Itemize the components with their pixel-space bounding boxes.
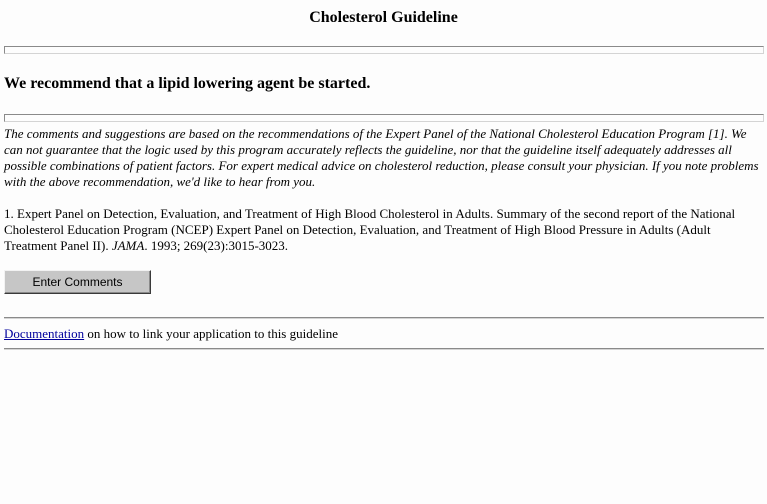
reference-text-before: 1. Expert Panel on Detection, Evaluation, and Treatment of High Blood Cholesterol in Adults. Summary of the second report of the National Cholesterol Education Program (NCEP) Expert Panel on Detection, Evaluation, and Treatment of High Blood Pressure in Adults (Adult Treatment Panel II). bbox=[4, 206, 736, 253]
recommendation-text: We recommend that a lipid lowering agent be started. bbox=[4, 75, 371, 92]
reference-journal: JAMA bbox=[111, 238, 145, 253]
disclaimer-section bbox=[4, 126, 762, 190]
page-title: Cholesterol Guideline bbox=[309, 9, 458, 26]
enter-comments-button[interactable]: Enter Comments bbox=[4, 270, 151, 294]
divider-top bbox=[4, 46, 764, 54]
reference-section bbox=[4, 206, 762, 254]
reference-text-after: . 1993; 269(23):3015-3023. bbox=[144, 238, 289, 253]
reference-citation bbox=[4, 206, 762, 254]
documentation-suffix: on how to link your application to this guideline bbox=[84, 326, 338, 341]
documentation-link[interactable]: Documentation bbox=[4, 326, 85, 341]
divider-middle bbox=[4, 114, 764, 122]
divider-bottom bbox=[4, 348, 764, 350]
documentation-line bbox=[4, 326, 338, 342]
disclaimer-text: The comments and suggestions are based on the recommendations of the Expert Panel of the National Cholesterol Education Program [1]. We can not guarantee that the logic used by this program accurately reflects the guideline, nor that the guideline itself adequately addresses all possible combinations of patient factors. For expert medical advice on cholesterol reduction, please consult your physician. If you note problems with the above recommendation, we'd like to hear from you. bbox=[4, 126, 759, 189]
divider-lower bbox=[4, 317, 764, 319]
